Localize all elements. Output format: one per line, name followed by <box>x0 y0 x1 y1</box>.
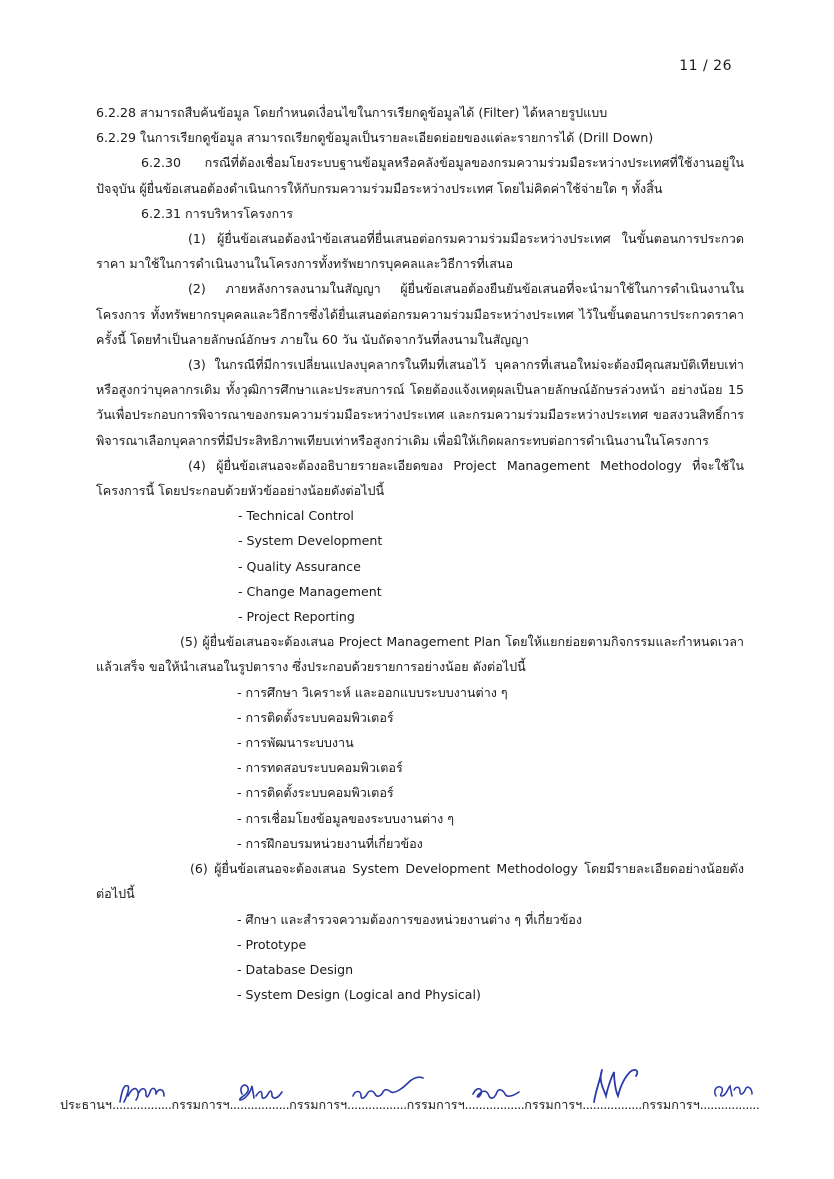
list-item: - Change Management <box>238 583 382 599</box>
member-signature: ................. <box>230 1097 290 1112</box>
page-number: 11 / 26 <box>679 58 732 74</box>
member-signature: ................. <box>700 1097 760 1112</box>
clause-item-6: (6) ผู้ยื่นข้อเสนอจะต้องเสนอ System Development Methodology โดยมีรายละเอียดอย่างน้อยดังต่อไปนี้ <box>96 861 744 902</box>
clause-item-5: (5) ผู้ยื่นข้อเสนอจะต้องเสนอ Project Management Plan โดยให้แยกย่อยตามกิจกรรมและกำหนดเวลาแล้วเสร็จ ขอให้นำเสนอในรูปตาราง ซึ่งประกอบด้วยรายการอย่างน้อย ดังต่อไปนี้ <box>96 634 744 675</box>
list-item: - การทดสอบระบบคอมพิวเตอร์ <box>237 760 403 776</box>
list-item: - System Design (Logical and Physical) <box>237 987 481 1003</box>
list-item: - การศึกษา วิเคราะห์ และออกแบบระบบงานต่าง ๆ <box>237 684 508 700</box>
clause-item-2: (2) ภายหลังการลงนามในสัญญา ผู้ยื่นข้อเสนอต้องยืนยันข้อเสนอที่จะนำมาใช้ในการดำเนินงานในโครงการ ทั้งทรัพยากรบุคคลและวิธีการซึ่งได้ยื่นเสนอต่อกรมความร่วมมือระหว่างประเทศ ไว้ในขั้นตอนการประกวดราคาครั้งนี้ โดยทำเป็นลายลักษณ์อักษร ภายใน 60 วัน นับถัดจากวันที่ลงนามในสัญญา <box>96 281 744 347</box>
member-label: กรรมการฯ <box>641 1097 700 1112</box>
list-item: - การเชื่อมโยงข้อมูลของระบบงานต่าง ๆ <box>237 810 455 826</box>
list-item: - การฝึกอบรมหน่วยงานที่เกี่ยวข้อง <box>237 835 423 851</box>
member-label: กรรมการฯ <box>524 1097 583 1112</box>
document-body <box>96 100 744 1007</box>
list-item: - Project Reporting <box>238 609 355 625</box>
member-signature: ................. <box>347 1097 407 1112</box>
member-signature: ................. <box>582 1097 642 1112</box>
clause-6-2-31-heading: 6.2.31 การบริหารโครงการ <box>141 205 293 221</box>
clause-item-4: (4) ผู้ยื่นข้อเสนอจะต้องอธิบายรายละเอียดของ Project Management Methodology ที่จะใช้ในโครงการนี้ โดยประกอบด้วยหัวข้ออย่างน้อยดังต่อไปนี้ <box>96 457 744 499</box>
member-label: กรรมการฯ <box>171 1097 230 1112</box>
list-item: - Quality Assurance <box>238 558 361 574</box>
list-item: - Technical Control <box>238 508 354 524</box>
list-item: - System Development <box>238 533 383 549</box>
list-item: - Prototype <box>237 936 307 952</box>
list-item: - การพัฒนาระบบงาน <box>237 735 354 751</box>
clause-item-3: (3) ในกรณีที่มีการเปลี่ยนแปลงบุคลากรในทีมที่เสนอไว้ บุคลากรที่เสนอใหม่จะต้องมีคุณสมบัติเทียบเท่าหรือสูงกว่าบุคลากรเดิม ทั้งวุฒิการศึกษาและประสบการณ์ โดยต้องแจ้งเหตุผลเป็นลายลักษณ์อักษรล่วงหน้า อย่างน้อย 15 วันเพื่อประกอบการพิจารณาของกรมความร่วมมือระหว่างประเทศ และกรมความร่วมมือระหว่างประเทศ ขอสงวนสิทธิ์การพิจารณาเลือกบุคลากรที่มีประสิทธิภาพเทียบเท่าหรือสูงกว่าเดิม เพื่อมิให้เกิดผลกระทบต่อการดำเนินงานในโครงการ <box>96 357 744 448</box>
list-item: - การติดตั้งระบบคอมพิวเตอร์ <box>237 709 394 725</box>
clause-item-1: (1) ผู้ยื่นข้อเสนอต้องนำข้อเสนอที่ยื่นเสนอต่อกรมความร่วมมือระหว่างประเทศ ในขั้นตอนการประกวดราคา มาใช้ในการดำเนินงานในโครงการทั้งทรัพยากรบุคคลและวิธีการที่เสนอ <box>96 231 744 272</box>
member-label: กรรมการฯ <box>406 1097 465 1112</box>
clause-6-2-29: 6.2.29 ในการเรียกดูข้อมูล สามารถเรียกดูข้อมูลเป็นรายละเอียดย่อยของแต่ละรายการได้ (Drill Down) <box>96 130 654 146</box>
list-item: - การติดตั้งระบบคอมพิวเตอร์ <box>237 785 394 801</box>
chair-label: ประธานฯ <box>60 1097 112 1112</box>
member-label: กรรมการฯ <box>289 1097 348 1112</box>
member-signature: ................. <box>465 1097 525 1112</box>
clause-6-2-30: 6.2.30 กรณีที่ต้องเชื่อมโยงระบบฐานข้อมูลหรือคลังข้อมูลของกรมความร่วมมือระหว่างประเทศที่ใช้งานอยู่ในปัจจุบัน ผู้ยื่นข้อเสนอต้องดำเนินการให้กับกรมความร่วมมือระหว่างประเทศ โดยไม่คิดค่าใช้จ่ายใด ๆ ทั้งสิ้น <box>96 155 744 196</box>
list-item: - Database Design <box>237 961 354 977</box>
signature-line <box>60 1095 772 1115</box>
clause-6-2-28: 6.2.28 สามารถสืบค้นข้อมูล โดยกำหนดเงื่อนไขในการเรียกดูข้อมูลได้ (Filter) ได้หลายรูปแบบ <box>96 105 608 120</box>
list-item: - ศึกษา และสำรวจความต้องการของหน่วยงานต่าง ๆ ที่เกี่ยวข้อง <box>237 911 583 927</box>
chair-signature: ................. <box>112 1097 172 1112</box>
